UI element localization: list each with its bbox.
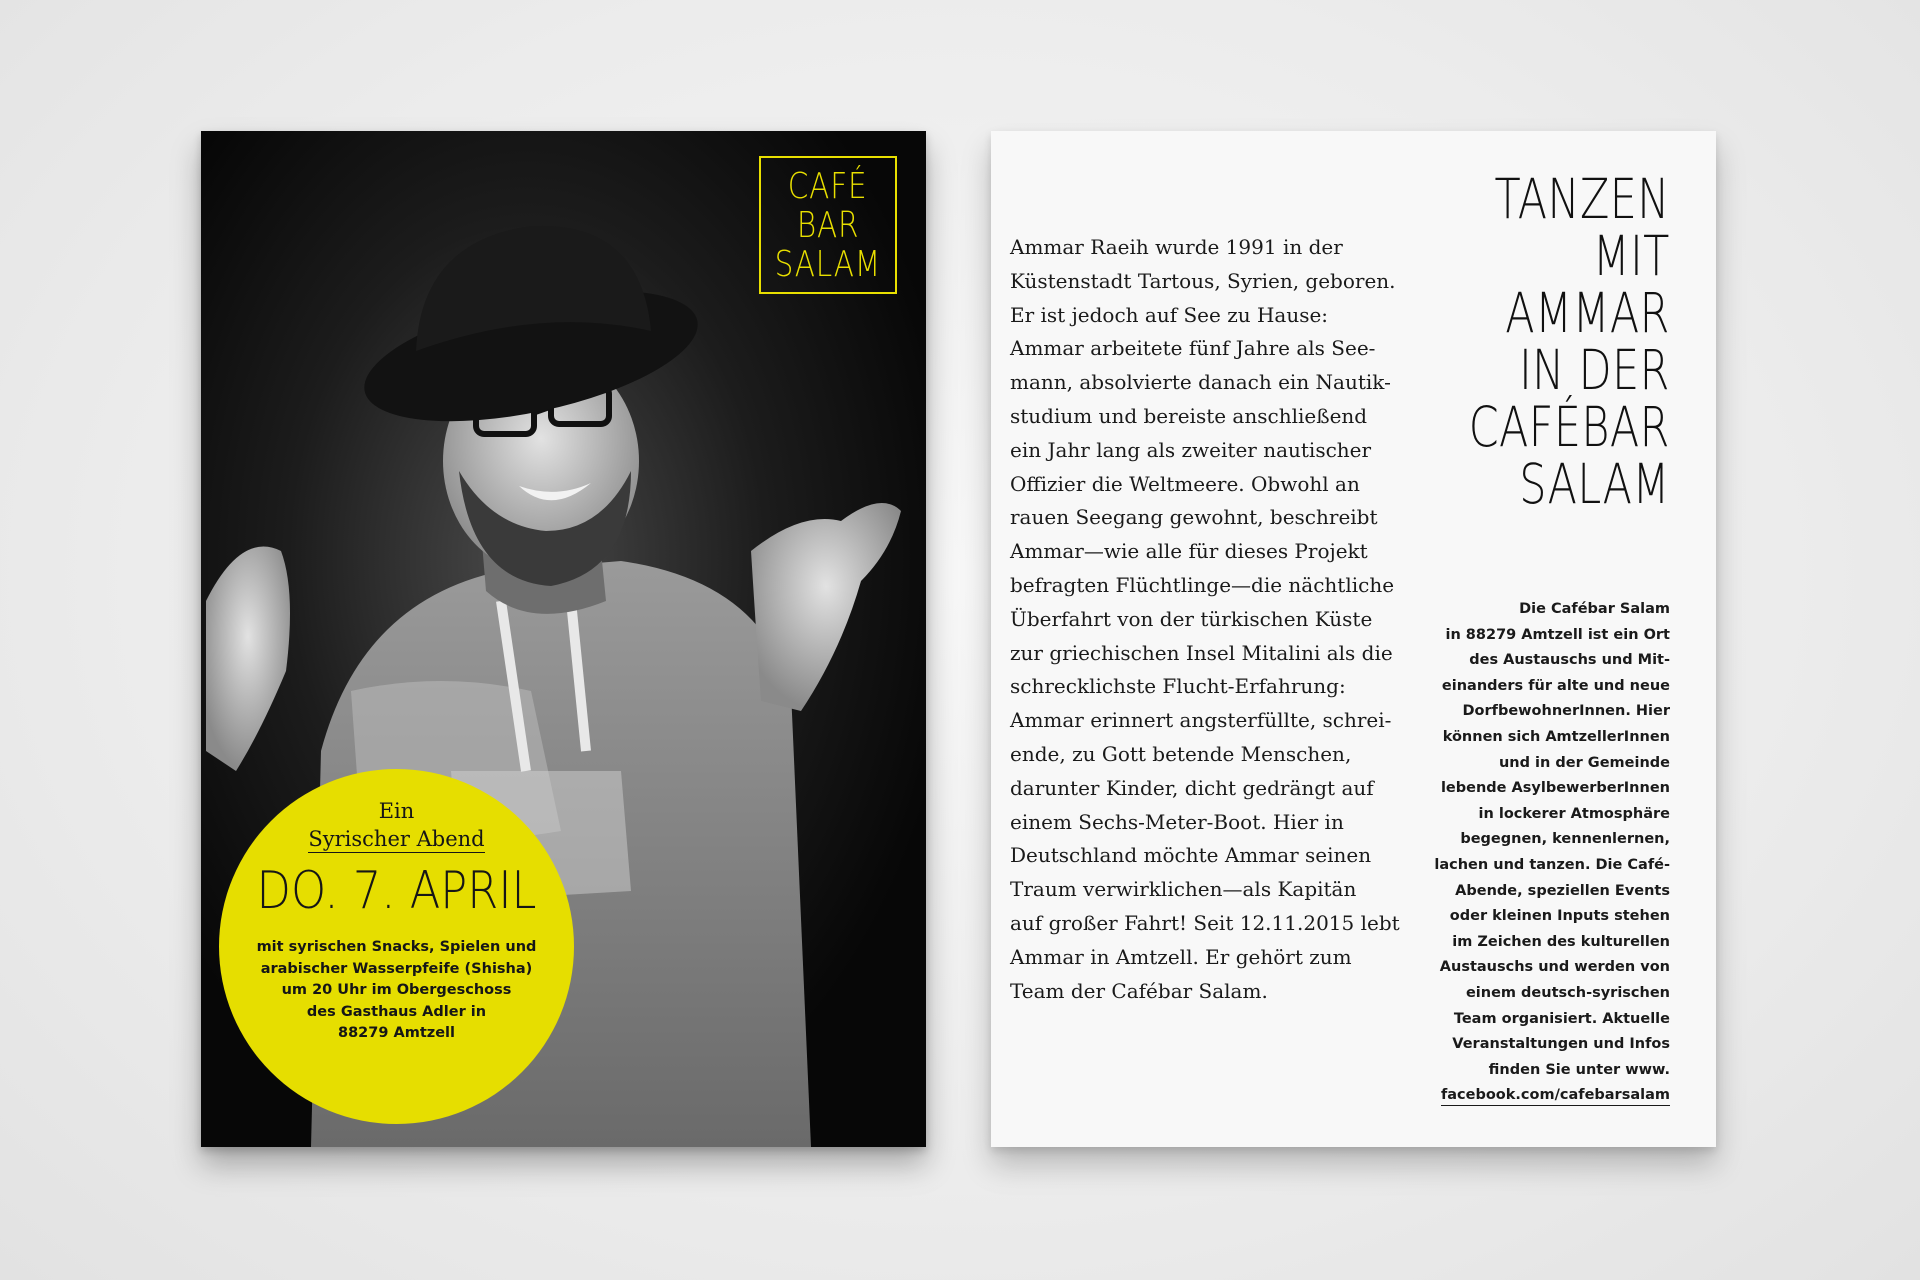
bio-line: Ammar arbeitete fünf Jahre als See- xyxy=(1010,336,1376,361)
cafe-bar-salam-logo xyxy=(759,156,897,294)
bio-line: Er ist jedoch auf See zu Hause: xyxy=(1010,302,1329,327)
info-line: im Zeichen des kulturellen xyxy=(1452,933,1670,950)
bio-line: darunter Kinder, dicht gedrängt auf xyxy=(1010,775,1374,800)
logo-line: SALAM xyxy=(774,243,882,285)
headline-line: CAFÉBAR xyxy=(1468,395,1670,459)
info-line: finden Sie unter www. xyxy=(1488,1061,1670,1078)
detail-line: des Gasthaus Adler in xyxy=(306,1003,487,1020)
bio-line: Deutschland möchte Ammar seinen xyxy=(1010,843,1372,868)
info-line: begegnen, kennenlernen, xyxy=(1460,831,1670,848)
info-line: Austauschs und werden von xyxy=(1439,959,1670,976)
bio-line: studium und bereiste anschließend xyxy=(1010,403,1368,428)
info-line: und in der Gemeinde xyxy=(1498,754,1670,771)
headline xyxy=(1412,167,1670,516)
bio-line: einem Sechs-Meter-Boot. Hier in xyxy=(1010,809,1344,834)
logo-line: BAR xyxy=(796,204,860,246)
bio-line: Offizier die Weltmeere. Obwohl an xyxy=(1010,471,1360,496)
event-badge xyxy=(219,769,574,1124)
info-line: Veranstaltungen und Infos xyxy=(1452,1036,1670,1053)
info-line: lebende AsylbewerberInnen xyxy=(1440,780,1670,797)
bio-line: mann, absolvierte danach ein Nautik- xyxy=(1010,370,1391,395)
cafe-info-text xyxy=(1410,597,1670,1109)
bio-line: ein Jahr lang als zweiter nautischer xyxy=(1010,437,1372,462)
detail-line: um 20 Uhr im Obergeschoss xyxy=(281,982,512,998)
badge-intro: Ein xyxy=(378,799,415,823)
info-line: DorfbewohnerInnen. Hier xyxy=(1462,703,1670,720)
bio-line: Ammar erinnert angsterfüllte, schrei- xyxy=(1010,708,1392,733)
info-line: können sich AmtzellerInnen xyxy=(1442,728,1670,745)
bio-line: Ammar—wie alle für dieses Projekt xyxy=(1010,539,1368,564)
info-line: des Austauschs und Mit- xyxy=(1469,652,1670,669)
headline-line: SALAM xyxy=(1519,452,1670,516)
detail-line: arabischer Wasserpfeife (Shisha) xyxy=(260,960,533,977)
badge-subtitle xyxy=(219,827,574,851)
bio-line: rauen Seegang gewohnt, beschreibt xyxy=(1010,505,1378,530)
flyer-front xyxy=(201,131,926,1147)
detail-line: 88279 Amtzell xyxy=(338,1025,455,1041)
event-date: DO. 7. APRIL xyxy=(256,861,537,921)
bio-line: Team der Cafébar Salam. xyxy=(1010,978,1268,1003)
event-details xyxy=(243,937,550,1045)
bio-line: schrecklichste Flucht-Erfahrung: xyxy=(1010,674,1346,699)
facebook-link[interactable]: facebook.com/cafebarsalam xyxy=(1441,1085,1670,1106)
headline-line: AMMAR xyxy=(1505,281,1670,345)
info-line: einem deutsch-syrischen xyxy=(1465,984,1670,1001)
info-line: Abende, speziellen Events xyxy=(1455,882,1670,899)
headline-line: MIT xyxy=(1592,224,1670,288)
info-line: Team organisiert. Aktuelle xyxy=(1453,1010,1670,1027)
bio-line: zur griechischen Insel Mitalini als die xyxy=(1010,640,1393,665)
bio-line: Überfahrt von der türkischen Küste xyxy=(1010,606,1373,631)
bio-line: ende, zu Gott betende Menschen, xyxy=(1010,741,1352,766)
headline-line: IN DER xyxy=(1519,338,1670,402)
info-line: in lockerer Atmosphäre xyxy=(1478,805,1670,822)
bio-line: auf großer Fahrt! Seit 12.11.2015 lebt xyxy=(1010,910,1400,935)
info-line: Die Cafébar Salam xyxy=(1519,601,1670,617)
info-line: in 88279 Amtzell ist ein Ort xyxy=(1445,626,1670,643)
bio-line: Ammar Raeih wurde 1991 in der xyxy=(1010,235,1343,259)
biography-text xyxy=(1010,231,1450,1008)
bio-line: Traum verwirklichen—als Kapitän xyxy=(1010,877,1357,902)
bio-line: befragten Flüchtlinge—die nächtliche xyxy=(1010,572,1395,597)
detail-line: mit syrischen Snacks, Spielen und xyxy=(256,939,537,955)
info-line: oder kleinen Inputs stehen xyxy=(1449,908,1670,925)
info-line: einanders für alte und neue xyxy=(1441,677,1670,694)
logo-line: CAFÉ xyxy=(788,165,868,207)
info-line: lachen und tanzen. Die Café- xyxy=(1434,856,1670,873)
headline-line: TANZEN xyxy=(1494,167,1670,231)
bio-line: Küstenstadt Tartous, Syrien, geboren. xyxy=(1010,268,1396,293)
flyer-back xyxy=(991,131,1716,1147)
badge-subtitle-text: Syrischer Abend xyxy=(308,827,485,851)
bio-line: Ammar in Amtzell. Er gehört zum xyxy=(1010,944,1352,969)
